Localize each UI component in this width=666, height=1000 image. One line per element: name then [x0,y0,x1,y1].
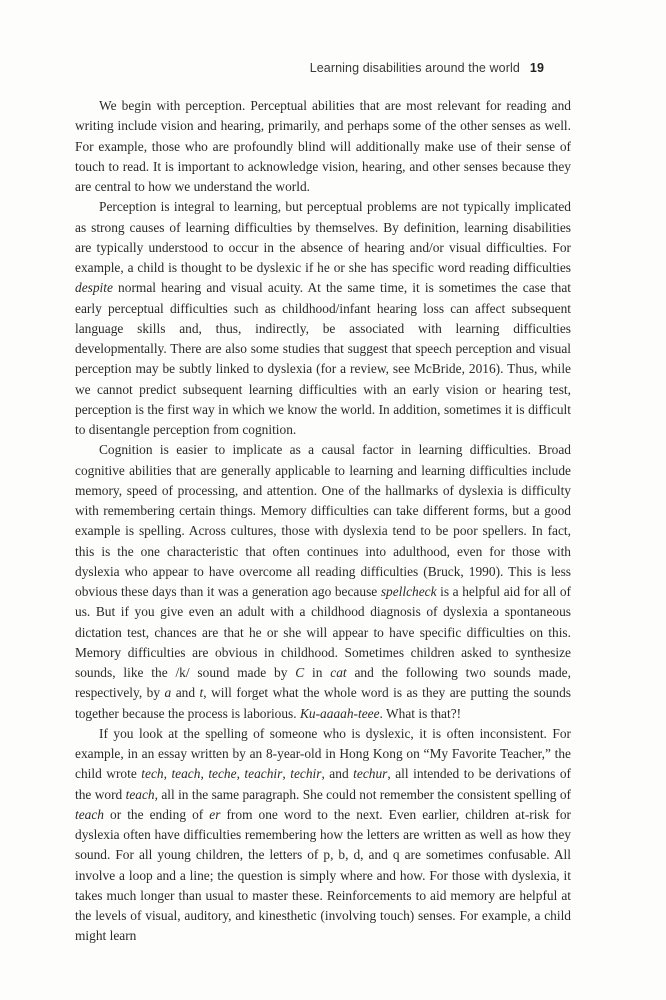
paragraph [75,197,571,440]
italic-text: a [164,685,172,701]
text-run: , all in the same paragraph. She could not remember the consistent spelling of [154,786,571,802]
italic-text: spellcheck [380,584,437,599]
text-run: , and [321,766,354,782]
italic-text: C [295,665,305,680]
text-run: , will forget what the whole word is as they are putting the sounds together because the process is laborious. [75,685,571,721]
italic-text: t [199,685,204,701]
paragraph [75,440,571,724]
italic-text: tech [141,766,164,782]
text-run: , [236,766,245,782]
text-run: , [200,766,209,782]
body-text [75,96,571,947]
italic-text: teche [208,766,237,782]
text-run: normal hearing and visual acuity. At the same time, it is sometimes the case that early perceptual difficulties such as childhood/infant hearing loss can affect subsequent language skills and, thus, indirectly, be associated with learning difficulties developmentally. There are also some studies that suggest that speech perception and visual perception may be subtly linked to dyslexia (for a review, see McBride, 2016). Thus, while we cannot predict subsequent learning difficulties with an early vision or hearing test, perception is the first way in which we know the world. In addition, sometimes it is difficult to disentangle perception from cognition. [75,280,571,437]
text-run: If you look at the spelling of someone who is dyslexic, it is often inconsistent. For example, in an essay written by an 8-year-old in Hong Kong on “My Favorite Teacher,” the child wrote [75,725,571,782]
italic-text: teach [125,786,155,802]
text-run: We begin with perception. Perceptual abilities that are most relevant for reading and writing include vision and hearing, primarily, and perhaps some of the other senses as well. For example, those who are profoundly blind will additionally make use of their sense of touch to read. It is important to acknowledge vision, hearing, and other senses because they are central to how we understand the world. [75,98,571,194]
paragraph [75,724,571,947]
text-run: in [304,665,331,680]
italic-text: techir [290,766,322,782]
running-head [310,61,544,75]
italic-text: techur [353,766,388,782]
page-number: 19 [529,61,544,75]
text-run: is a helpful aid for all of us. But if you give even an adult with a childhood diagnosis of dyslexia a spontaneous dictation test, chances are that he or she will appear to have specific difficulties on this. Memory difficulties are obvious in childhood. Sometimes children asked to synthesize sounds, like the /k/ sound made by [75,584,571,680]
text-run: , [163,766,172,782]
text-run: , [282,766,291,782]
italic-text: teach [75,806,104,822]
paragraph [75,96,571,197]
text-run: , all intended to be derivations of the word [75,766,571,802]
running-head-title: Learning disabilities around the world [309,61,520,75]
text-run: from one word to the next. Even earlier, children at-risk for dyslexia often have difficulties remembering how the letters are written as well as how they sound. For all young children, the letters of p, b, d, and q are sometimes confusable. All involve a loop and a line; the question is simply where and how. For those with dyslexia, it takes much longer than usual to master these. Reinforcements to aid memory are helpful at the levels of visual, auditory, and kinesthetic (involving touch) senses. For example, a child might learn [75,806,572,944]
text-run: Perception is integral to learning, but perceptual problems are not typically implicated as strong causes of learning difficulties by themselves. By definition, learning disabilities are typically understood to occur in the absence of hearing and/or visual difficulties. For example, a child is thought to be dyslexic if he or she has specific word reading difficulties [75,199,571,275]
text-run: or the ending of [104,806,210,822]
italic-text: teachir [244,766,283,782]
italic-text: teach [171,766,201,782]
italic-text: cat [330,665,347,680]
text-run: and [171,685,200,701]
text-run: Cognition is easier to implicate as a causal factor in learning difficulties. Broad cognitive abilities that are generally applicable to learning and learning difficulties include memory, speed of processing, and attention. One of the hallmarks of dyslexia is difficulty with remembering certain things. Memory difficulties can take different forms, but a good example is spelling. Across cultures, those with dyslexia tend to be poor spellers. In fact, this is the one characteristic that often continues into adulthood, even for those with dyslexia who appear to have overcome all reading difficulties (Bruck, 1990). This is less obvious these days than it was a generation ago because [75,442,571,599]
text-run: and the following two sounds made, respectively, by [75,665,571,701]
italic-text: despite [75,280,113,296]
italic-text: Ku-aaaah-teee [299,705,380,721]
italic-text: er [209,806,221,822]
text-run: . What is that?! [379,705,462,721]
